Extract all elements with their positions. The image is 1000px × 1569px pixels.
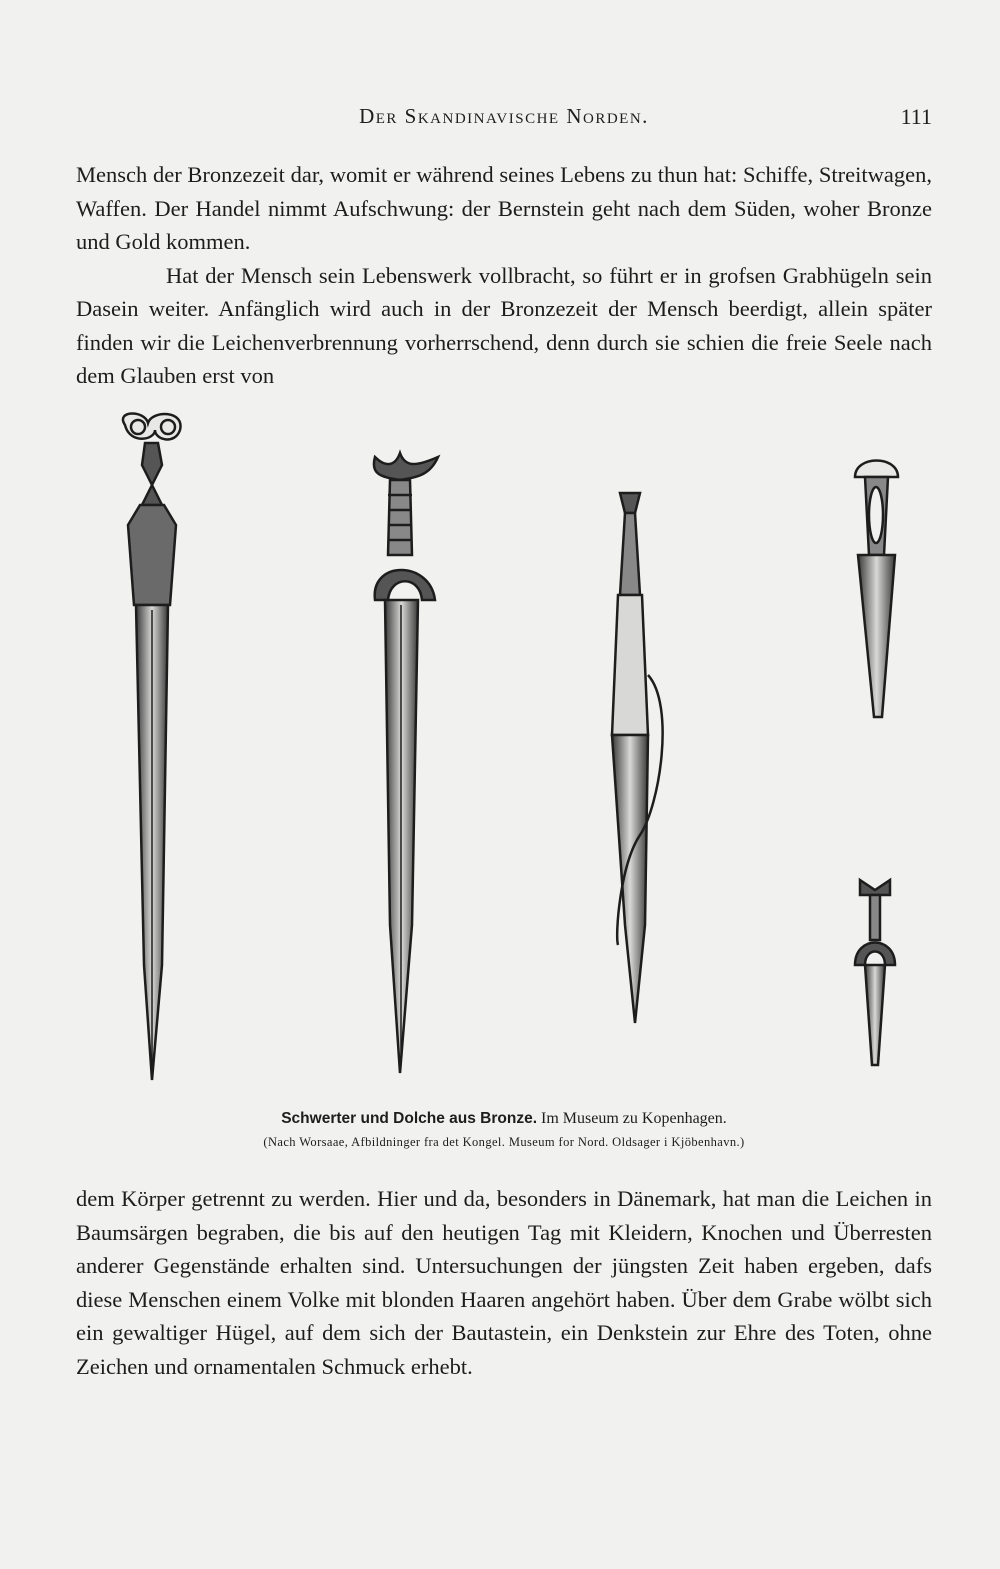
dagger-mushroom-pommel	[855, 461, 898, 718]
body-text-bottom	[76, 1182, 932, 1383]
swords-illustration	[100, 405, 920, 1095]
figure-caption	[76, 1110, 932, 1128]
running-title: Der Skandinavische Norden.	[359, 104, 649, 128]
paragraph: Hat der Mensch sein Lebenswerk vollbracht, so führt er in grofsen Grabhügeln sein Dasein weiter. Anfänglich wird auch in der Bronzezeit der Mensch beerdigt, allein später finden wir die Leichenverbrennung vorherrschend, denn durch sie schien die freie Seele nach dem Glauben erst von	[76, 262, 932, 388]
sword-spiral-hilt	[123, 413, 181, 1080]
paragraph: Mensch der Bronzezeit dar, womit er während seines Lebens zu thun hat: Schiffe, Streitwagen, Waffen. Der Handel nimmt Aufschwung: der Bernstein geht nach dem Süden, woher Bronze und Gold kommen.	[76, 162, 932, 254]
paragraph: dem Körper getrennt zu werden. Hier und da, besonders in Dänemark, hat man die Leichen in Baumsärgen begraben, die bis auf den heutigen Tag mit Kleidern, Knochen und Überresten anderer Gegenstände erhalten sind. Untersuchungen der jüngsten Zeit haben ergeben, dafs diese Menschen einem Volke mit blonden Haaren angehört haben. Über dem Grabe wölbt sich ein gewaltiger Hügel, auf dem sich der Bautastein, ein Denkstein zur Ehre des Toten, ohne Zeichen und ornamentalen Schmuck erhebt.	[76, 1186, 932, 1379]
body-text-top	[76, 158, 932, 393]
sword-ribbed-grip	[374, 453, 438, 1073]
page-number: 111	[900, 104, 932, 129]
figure-swords-daggers	[100, 405, 920, 1095]
caption-title: Schwerter und Dolche aus Bronze.	[281, 1110, 538, 1127]
dagger-crescent-guard	[855, 880, 895, 1065]
dagger-in-sheath	[612, 493, 663, 1023]
caption-location: Im Museum zu Kopenhagen.	[541, 1110, 727, 1127]
caption-source: (Nach Worsaae, Afbildninger fra det Kongel. Museum for Nord. Oldsager i Kjöbenhavn.)	[263, 1135, 745, 1149]
page-header	[76, 104, 932, 138]
